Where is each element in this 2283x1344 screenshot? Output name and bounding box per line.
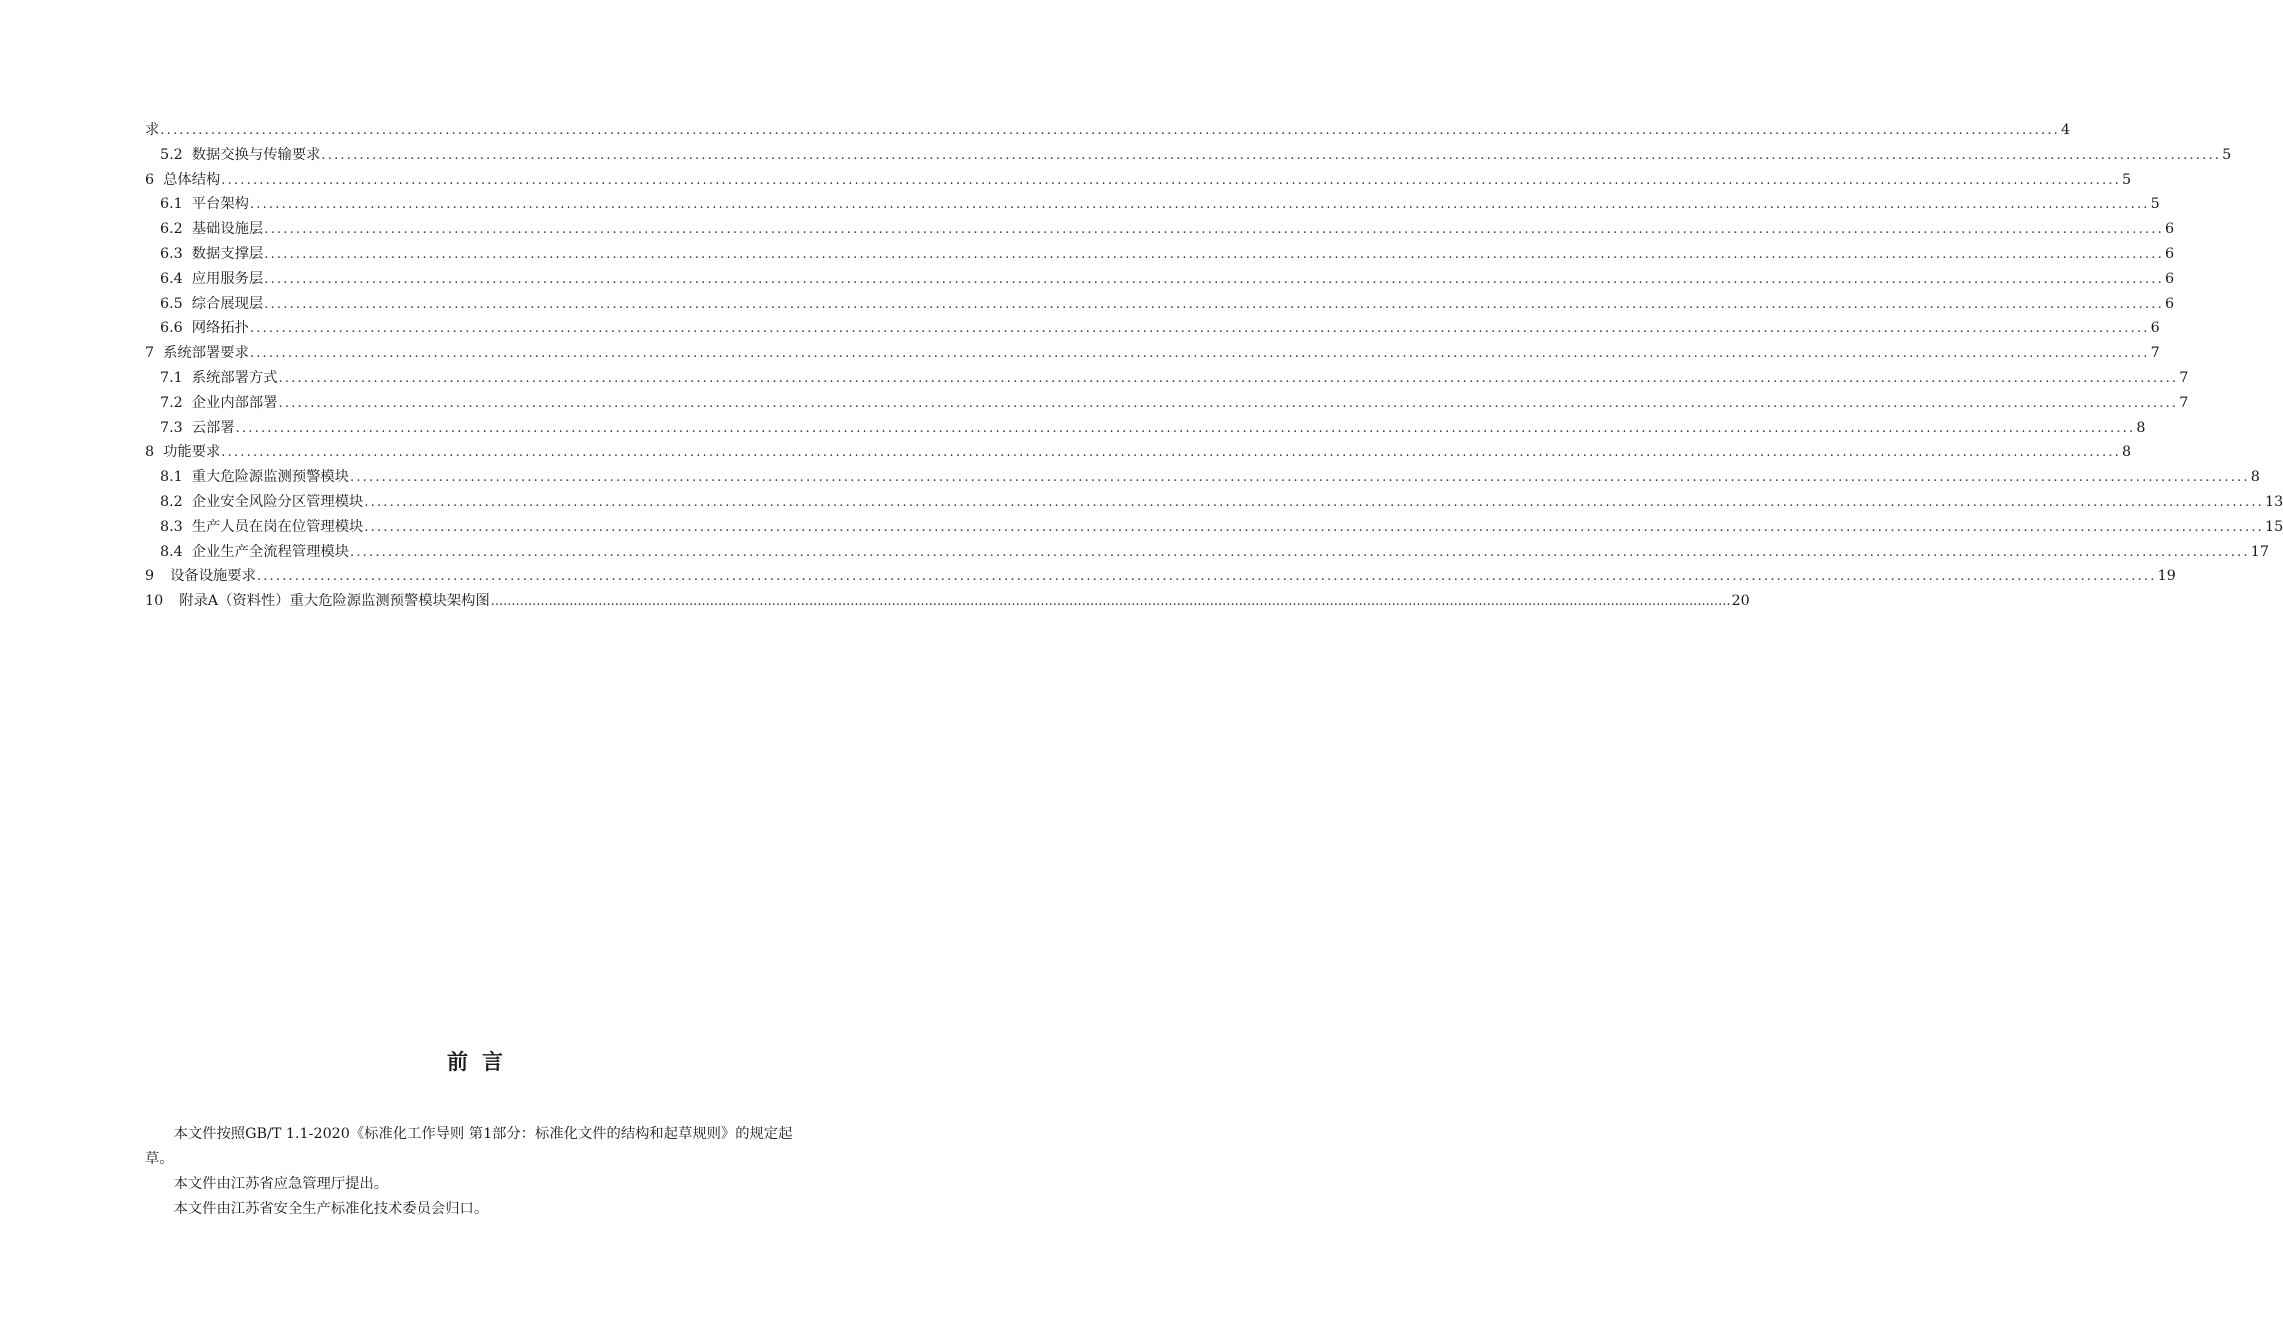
table-of-contents <box>145 118 2283 614</box>
toc-entry[interactable] <box>145 292 2175 317</box>
toc-entry-title: 企业安全风险分区管理模块 <box>191 493 364 510</box>
toc-entry-page: 6 <box>2164 245 2175 262</box>
toc-dot-leader: ............................................................................................................................................................................................................................................................................................................ <box>221 172 2121 188</box>
toc-entry[interactable] <box>145 515 2283 540</box>
toc-entry-title: 系统部署要求 <box>163 345 249 362</box>
toc-dot-leader: ............................................................................................................................................................................................................................................................................................................ <box>249 197 2150 213</box>
toc-entry-number: 6 <box>145 171 155 188</box>
toc-entry[interactable] <box>145 168 2132 193</box>
toc-dot-leader: ............................................................................................................................................................................................................................................................................................................ <box>235 420 2136 436</box>
toc-entry-number: 6.5 <box>160 295 183 312</box>
toc-entry-page: 5 <box>2222 146 2232 163</box>
toc-entry-page: 15 <box>2265 518 2283 535</box>
toc-entry-number: 6.3 <box>160 245 183 262</box>
toc-entry-title: 功能要求 <box>163 444 221 461</box>
toc-entry-page: 7 <box>2179 394 2189 411</box>
toc-entry-number: 6.4 <box>160 270 183 287</box>
toc-entry-page: 19 <box>2157 568 2176 585</box>
toc-entry-page: 8 <box>2136 419 2146 436</box>
preface-paragraph-3: 本文件由江苏省安全生产标准化技术委员会归口。 <box>173 1201 489 1217</box>
toc-dot-leader: ............................................................................................................................................................................................................................................................................................................ <box>256 569 2157 585</box>
toc-entry[interactable] <box>145 267 2175 292</box>
toc-entry-title: 求 <box>145 122 160 138</box>
toc-entry-title: 企业内部部署 <box>191 394 278 411</box>
toc-entry-number: 10 <box>145 593 164 610</box>
toc-entry-number: 5.2 <box>160 146 183 163</box>
toc-dot-leader: ............................................................................................................................................................................................................................................................................................................ <box>350 544 2250 560</box>
toc-entry-number: 7 <box>145 345 155 362</box>
toc-dot-leader: ............................................................................................................................................................................................................................................................................................................ <box>160 123 2060 138</box>
toc-entry-title: 平台架构 <box>191 196 249 213</box>
toc-entry-page: 20 <box>1731 593 1750 610</box>
toc-entry[interactable] <box>145 465 2260 490</box>
toc-entry[interactable] <box>145 564 2176 589</box>
toc-entry-title: 云部署 <box>191 419 235 436</box>
toc-entry[interactable] <box>145 143 2232 168</box>
toc-entry-page: 8 <box>2250 469 2260 486</box>
toc-entry-number: 9 <box>145 568 155 585</box>
toc-entry-page: 7 <box>2179 369 2189 386</box>
toc-dot-leader: ............................................................................................................................................................................................................................................................................................................ <box>278 395 2179 411</box>
toc-entry-title: 数据支撑层 <box>191 245 264 262</box>
toc-dot-leader: ............................................................................................................................................................................................................................................................................................................ <box>264 296 2164 312</box>
toc-entry-page: 7 <box>2150 345 2160 362</box>
toc-entry-number: 8.1 <box>160 469 183 486</box>
toc-entry-title: 重大危险源监测预警模块 <box>191 469 350 486</box>
toc-entry-number: 7.2 <box>160 394 183 411</box>
toc-entry-title: 总体结构 <box>163 171 221 188</box>
toc-dot-leader: ............................................................................................................................................................................................................................................................................................................ <box>350 470 2250 486</box>
toc-dot-leader: ............................................................................................................................................................................................................................................................................................................ <box>321 147 2222 163</box>
toc-entry-page: 5 <box>2150 196 2160 213</box>
toc-entry-number: 7.3 <box>160 419 183 436</box>
toc-entry-page: 6 <box>2150 320 2160 337</box>
toc-entry-title: 附录A（资料性）重大危险源监测预警模块架构图 <box>179 593 490 610</box>
toc-entry[interactable] <box>145 416 2146 441</box>
preface-paragraph-1: 本文件按照GB/T 1.1-2020《标准化工作导则 第1部分：标准化文件的结构和起草规则》的规定起草。 <box>145 1126 793 1167</box>
toc-entry[interactable] <box>145 589 1750 614</box>
toc-entry-page: 6 <box>2164 270 2175 287</box>
toc-entry-title: 企业生产全流程管理模块 <box>191 543 350 560</box>
toc-entry-number: 6.2 <box>160 221 183 238</box>
toc-entry[interactable] <box>145 341 2160 366</box>
toc-entry-number: 6.1 <box>160 196 183 213</box>
toc-entry[interactable] <box>145 118 2071 143</box>
toc-entry-title: 网络拓扑 <box>191 320 249 337</box>
toc-entry-title: 应用服务层 <box>191 270 264 287</box>
toc-dot-leader: ............................................................................................................................................................................................................................................................................................................ <box>278 370 2179 386</box>
toc-entry-title: 综合展现层 <box>191 295 264 312</box>
toc-dot-leader: ............................................................................................................................................................................................................................................................................................................ <box>490 594 1731 610</box>
toc-dot-leader: ............................................................................................................................................................................................................................................................................................................ <box>364 494 2265 510</box>
toc-entry-title: 系统部署方式 <box>191 369 278 386</box>
toc-entry[interactable] <box>145 242 2175 267</box>
toc-dot-leader: ............................................................................................................................................................................................................................................................................................................ <box>249 321 2150 337</box>
toc-entry-title: 设备设施要求 <box>170 568 256 585</box>
toc-entry-title: 生产人员在岗在位管理模块 <box>191 518 364 535</box>
toc-entry[interactable] <box>145 192 2160 217</box>
toc-entry[interactable] <box>145 391 2189 416</box>
toc-entry-page: 13 <box>2265 493 2283 510</box>
toc-entry[interactable] <box>145 316 2160 341</box>
toc-entry[interactable] <box>145 540 2269 565</box>
preface-paragraph-2: 本文件由江苏省应急管理厅提出。 <box>173 1176 389 1192</box>
toc-dot-leader: ............................................................................................................................................................................................................................................................................................................ <box>264 246 2164 262</box>
toc-entry-number: 8 <box>145 444 155 461</box>
toc-dot-leader: ............................................................................................................................................................................................................................................................................................................ <box>249 346 2150 362</box>
toc-entry-number: 8.3 <box>160 518 183 535</box>
toc-dot-leader: ............................................................................................................................................................................................................................................................................................................ <box>364 519 2265 535</box>
toc-dot-leader: ............................................................................................................................................................................................................................................................................................................ <box>264 222 2164 238</box>
toc-entry-title: 基础设施层 <box>191 221 264 238</box>
toc-entry[interactable] <box>145 366 2189 391</box>
toc-dot-leader: ............................................................................................................................................................................................................................................................................................................ <box>264 271 2164 287</box>
toc-entry-page: 5 <box>2122 171 2132 188</box>
toc-entry-number: 8.2 <box>160 493 183 510</box>
toc-entry[interactable] <box>145 490 2283 515</box>
toc-entry-page: 4 <box>2061 122 2071 138</box>
toc-entry-number: 8.4 <box>160 543 183 560</box>
toc-entry[interactable] <box>145 440 2132 465</box>
preface-title: 前言 <box>447 1050 517 1074</box>
toc-entry[interactable] <box>145 217 2175 242</box>
toc-entry-page: 6 <box>2164 221 2175 238</box>
toc-entry-number: 6.6 <box>160 320 183 337</box>
toc-entry-number: 7.1 <box>160 369 183 386</box>
preface-body <box>145 1122 807 1222</box>
toc-entry-title: 数据交换与传输要求 <box>191 146 321 163</box>
toc-entry-page: 17 <box>2250 543 2269 560</box>
toc-entry-page: 8 <box>2122 444 2132 461</box>
toc-entry-page: 6 <box>2164 295 2175 312</box>
toc-dot-leader: ............................................................................................................................................................................................................................................................................................................ <box>221 445 2121 461</box>
